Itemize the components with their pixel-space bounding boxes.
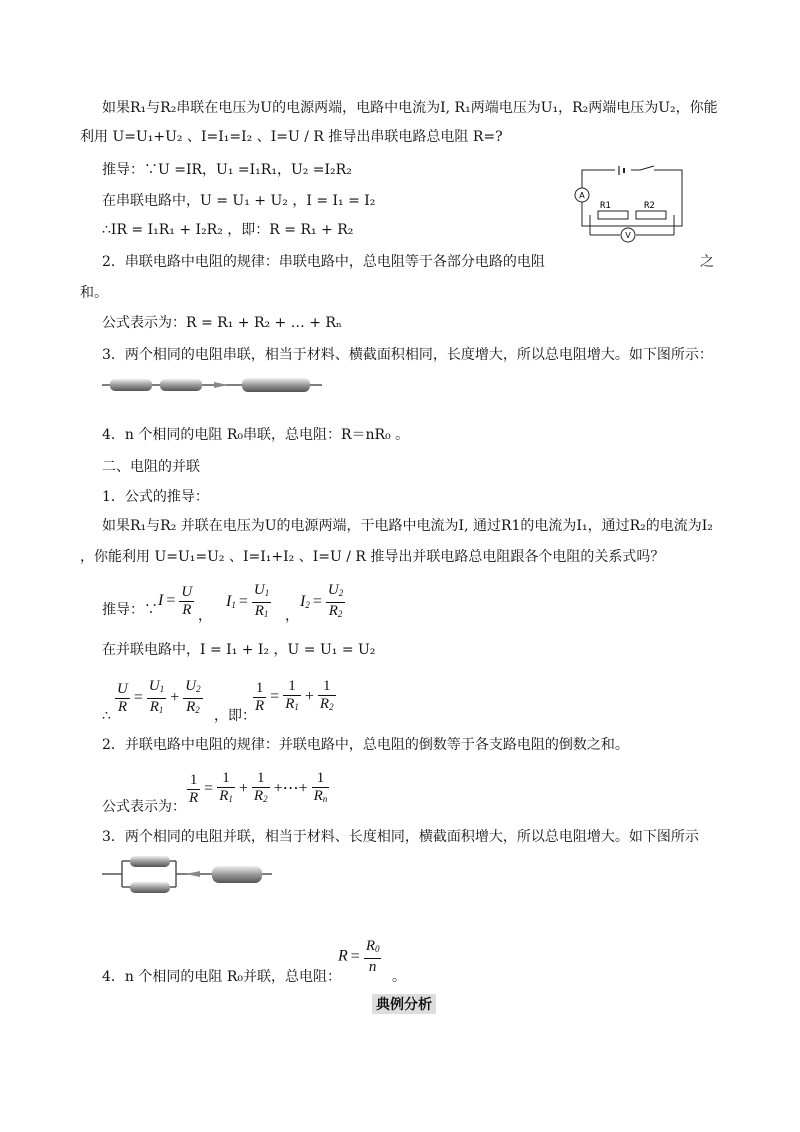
series-circuit-diagram (570, 165, 690, 245)
formula-series: 公式表示为：R = R₁ + R₂ + … + Rₙ (102, 315, 342, 331)
current-sum-equation: $\frac{U}{R}$ = $\frac{U_1}{R_1}$ + $\frac{U_2}{R_2}$ (114, 678, 204, 719)
parallel-relations: 在并联电路中，I = I₁ + I₂ ，U = U₁ = U₂ (102, 642, 376, 658)
reciprocal-equation: $\frac{1}{R}$ = $\frac{1}{R_1}$ + $\frac{1}{R_2}$ (252, 678, 337, 716)
rule-series-b: 之 (700, 254, 714, 270)
para1-line2: 利用 U=U₁+U₂ 、I=I₁=I₂ 、I=U / R 推导出串联电路总电阻 R=? (80, 129, 503, 145)
derivation-1: 推导：∵U =IR，U₁ =I₁R₁，U₂ =I₂R₂ (102, 162, 352, 178)
parallel-resistors-image (102, 853, 272, 895)
formula-parallel-label: 公式表示为： (102, 799, 186, 815)
derivation-label: 推导：∵ (102, 602, 158, 618)
series-resistors-image (102, 375, 322, 395)
derivation-2: 在串联电路中，U = U₁ + U₂ ，I = I₁ = I₂ (102, 193, 376, 209)
parallel-n-formula: R = $\frac{R_0}{n}$ (338, 938, 380, 975)
rule-series-a: 2．串联电路中电阻的规律：串联电路中，总电阻等于各部分电路的电阻 (102, 254, 545, 270)
rule-parallel: 2．并联电路中电阻的规律：并联电路中，总电阻的倒数等于各支路电阻的倒数之和。 (102, 737, 629, 753)
ohm-law-i1: $I_1$ = $\frac{U_1}{R_1}$ (226, 582, 272, 623)
rule-series-c: 和。 (80, 285, 108, 301)
derivation-3: ∴IR = I₁R₁ + I₂R₂ ，即：R = R₁ + R₂ (102, 222, 354, 238)
ammeter-label: A (579, 191, 585, 200)
item4-parallel: 4．n 个相同的电阻 R₀并联，总电阻： (102, 969, 341, 985)
para2-line2: ，你能利用 U=U₁=U₂ 、I=I₁+I₂ 、I=U / R 推导出并联电路总电阻跟各个电阻的关系式吗？ (80, 549, 665, 565)
ji-text: ，即： (214, 708, 256, 724)
section-parallel: 二、电阻的并联 (102, 459, 200, 475)
para1-line1: 如果R₁与R₂串联在电压为U的电源两端，电路中电流为I, R₁两端电压为U₁，R₂两端电压为U₂，你能 (102, 100, 718, 116)
section-heading: 典例分析 (372, 994, 436, 1014)
therefore-symbol: ∴ (102, 708, 111, 724)
voltmeter-label: V (625, 231, 631, 240)
item3-series: 3．两个相同的电阻串联，相当于材料、横截面积相同，长度增大，所以总电阻增大。如下图所示： (102, 347, 713, 363)
r2-label: R2 (644, 201, 655, 211)
sub-derivation: 1．公式的推导： (102, 489, 209, 505)
item4-series: 4．n 个相同的电阻 R₀串联，总电阻：R＝nR₀ 。 (102, 427, 410, 443)
item3-parallel: 3．两个相同的电阻并联，相当于材料、长度相同，横截面积增大，所以总电阻增大。如下图所示 (102, 829, 699, 845)
r1-label: R1 (600, 201, 611, 211)
ohm-law-i2: $I_2$ = $\frac{U_2}{R_2}$ (300, 582, 346, 623)
comma-2: ， (285, 608, 299, 624)
ohm-law-i: I = $\frac{U}{R}$ (158, 584, 193, 618)
comma-1: ， (198, 608, 212, 624)
para2-line1: 如果R₁与R₂ 并联在电压为U的电源两端，干电路中电流为I, 通过R1的电流为I₁，通过R₂的电流为I₂ (102, 518, 713, 534)
period: 。 (392, 969, 406, 985)
formula-parallel: $\frac{1}{R}$ = $\frac{1}{R_1}$ + $\frac{1}{R_2}$ +⋯+ $\frac{1}{R_n}$ (186, 770, 330, 808)
